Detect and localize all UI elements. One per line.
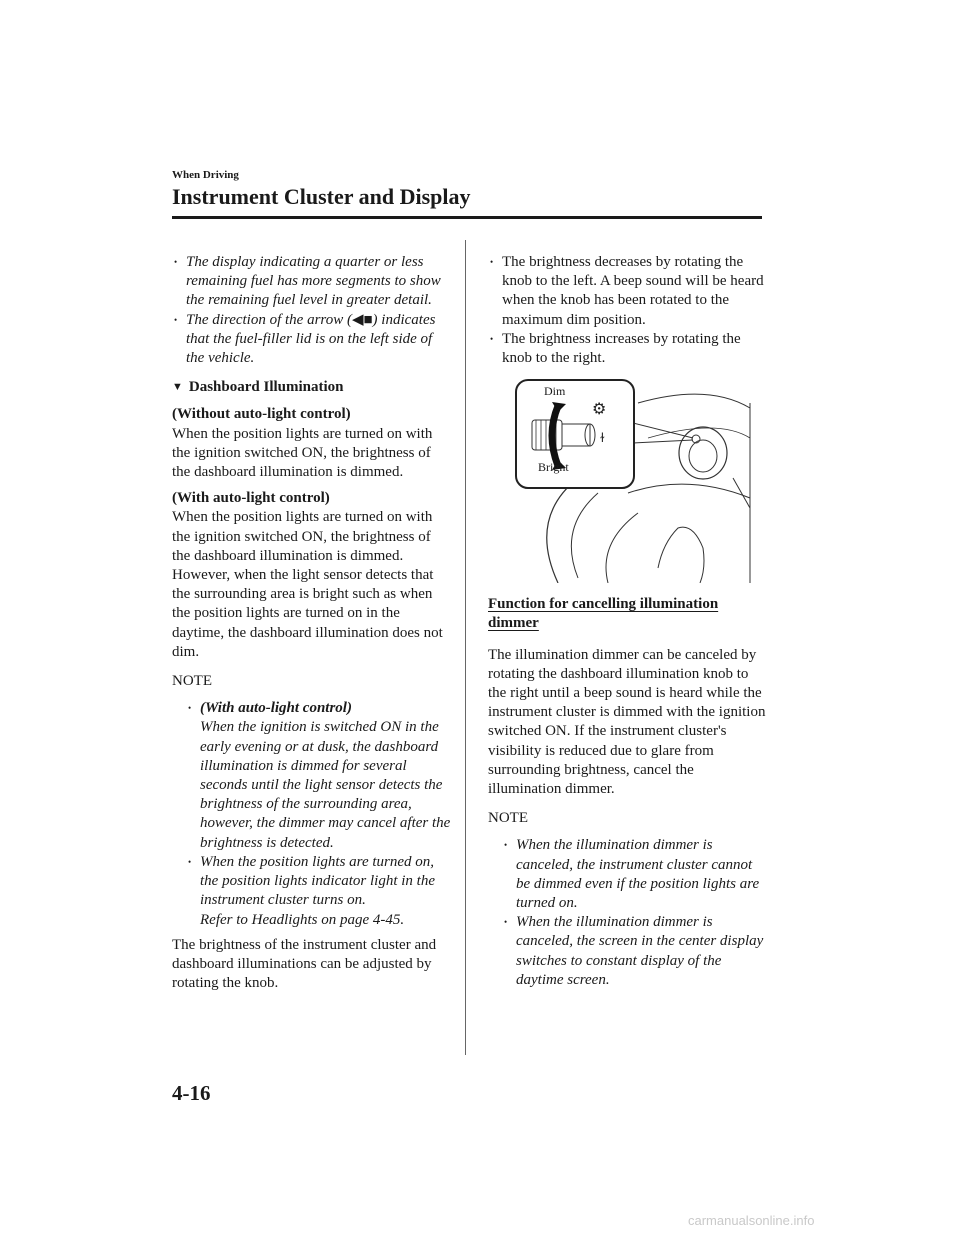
- section-heading: [172, 378, 452, 397]
- brightness-item: • The brightness decreases by rotating the knob to the left. A beep sound will be heard when the knob has been rotated to the maximum dim position.: [488, 253, 768, 330]
- fuel-notes-list: [172, 253, 452, 368]
- without-auto-light-label: (Without auto-light control): [172, 406, 351, 423]
- note-list: [502, 836, 768, 990]
- brightness-item: • The brightness increases by rotating the knob to the right.: [488, 330, 768, 368]
- illumination-knob-figure: [488, 378, 758, 583]
- fuel-note-item: • The display indicating a quarter or less remaining fuel has more segments to show the remaining fuel level in greater detail.: [172, 253, 452, 311]
- note-item: • When the illumination dimmer is canceled, the screen in the center display switches to constant display of the daytime screen.: [502, 913, 768, 990]
- column-divider: [465, 240, 466, 1055]
- steering-wheel-illustration: [488, 378, 758, 583]
- title-rule: [172, 216, 762, 219]
- knob-adjust-text: The brightness of the instrument cluster and dashboard illuminations can be adjusted by rotating the knob.: [172, 936, 437, 992]
- page-title: Instrument Cluster and Display: [172, 184, 471, 209]
- fuel-note-item: • The direction of the arrow (◀■) indicates that the fuel-filler lid is on the left side of the vehicle.: [172, 311, 452, 369]
- without-auto-light-text: When the position lights are turned on with the ignition switched ON, the brightness of the dashboard illumination is dimmed.: [172, 425, 433, 481]
- note-item-text: • When the position lights are turned on, the position lights indicator light in the instrument cluster turns on.: [200, 853, 435, 909]
- page-number: 4-16: [172, 1081, 211, 1105]
- with-auto-light-text: When the position lights are turned on with the ignition switched ON, the brightness of the dashboard illumination is dimmed. However, when the light sensor detects that the surrounding area is bright such as when the position lights are turned on in the daytime, the dashboard illumination does not dim.: [172, 509, 443, 660]
- dim-label: Dim: [544, 384, 566, 399]
- cancel-dimmer-text: The illumination dimmer can be canceled by rotating the dashboard illumination knob to the right until a beep sound is heard while the instrument cluster is dimmed with the ignition switched ON. If the instrument cluster's visibility is reduced due to glare from surrounding brightness, cancel the illumination dimmer.: [488, 646, 766, 798]
- right-column: [488, 253, 768, 990]
- section-heading-text: Dashboard Illumination: [188, 379, 344, 396]
- note-item: [186, 853, 452, 930]
- brightness-list: [488, 253, 768, 368]
- svg-text:ɫ: ɫ: [600, 431, 605, 446]
- note-list: [186, 699, 452, 929]
- note-item-title: • (With auto-light control): [200, 700, 352, 717]
- note-item: [186, 699, 452, 853]
- with-auto-light-label: (With auto-light control): [172, 490, 330, 507]
- section-label: When Driving: [172, 169, 239, 181]
- note-item: • When the illumination dimmer is canceled, the instrument cluster cannot be dimmed even if the position lights are turned on.: [502, 836, 768, 913]
- left-column: [172, 253, 452, 1000]
- note-item-text: When the ignition is switched ON in the early evening or at dusk, the dashboard illumination is dimmed for several seconds until the light sensor detects the brightness of the surrounding area, however, the dimmer may cancel after the brightness is detected.: [200, 719, 451, 851]
- headlights-reference: Refer to Headlights on page 4-45.: [200, 911, 405, 928]
- bright-label: Bright: [538, 460, 569, 475]
- note-label: NOTE: [172, 673, 212, 690]
- cancel-dimmer-heading: Function for cancelling illumination dimmer: [488, 596, 719, 632]
- note-label: NOTE: [488, 810, 528, 827]
- triangle-down-icon: ▼: [172, 381, 183, 394]
- watermark: carmanualsonline.info: [688, 1213, 815, 1228]
- svg-text:⚙: ⚙: [592, 399, 607, 419]
